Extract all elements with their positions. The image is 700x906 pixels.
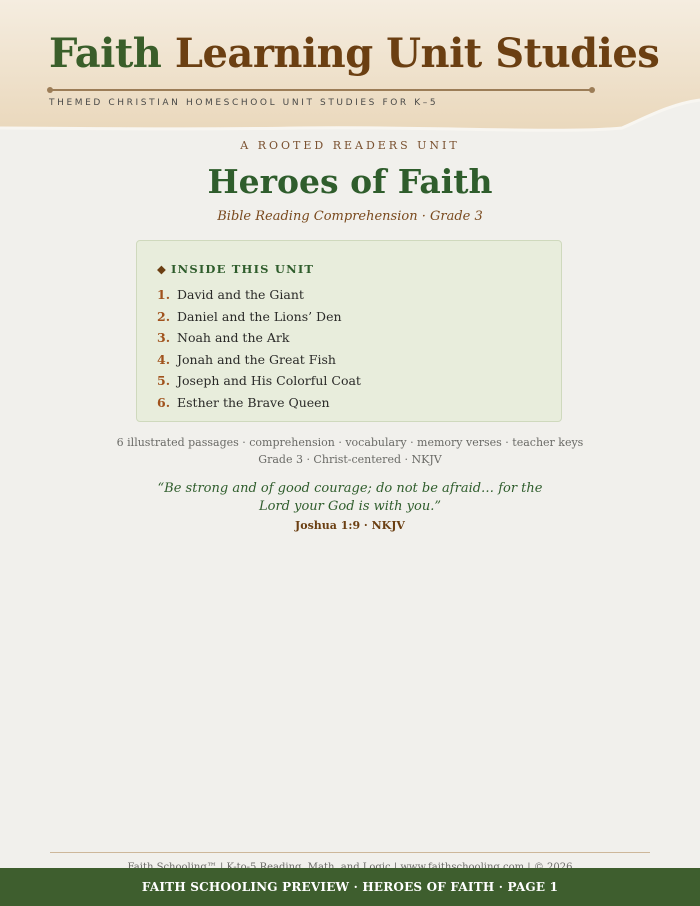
list-item — [157, 329, 361, 351]
list-item-label: Joseph and His Colorful Coat — [177, 373, 361, 388]
contents-list — [157, 286, 361, 415]
brand-rule — [49, 89, 593, 91]
list-item-label: Noah and the Ark — [177, 330, 290, 345]
list-item-number: 1. — [157, 287, 171, 302]
brand-title — [49, 28, 659, 80]
brand-word-faith: Faith — [49, 30, 162, 77]
list-item-label: Daniel and the Lions’ Den — [177, 308, 342, 324]
list-item-number: 5. — [157, 373, 171, 388]
brand-tagline: THEMED CHRISTIAN HOMESCHOOL UNIT STUDIES FOR K–5 — [49, 98, 439, 108]
list-item — [157, 286, 361, 308]
list-item — [157, 351, 361, 373]
unit-tags: Grade 3 · Christ-centered · NKJV — [258, 453, 442, 466]
list-item-label: David and the Giant — [177, 287, 304, 302]
list-item-number: 6. — [157, 394, 171, 410]
list-item-number: 3. — [157, 330, 171, 345]
contents-box — [136, 240, 562, 422]
unit-features: 6 illustrated passages · comprehension · vocabulary · memory verses · teacher keys — [116, 436, 584, 449]
memory-verse: “Be strong and of good courage; do not be afraid… for the Lord your God is with you.” — [157, 481, 543, 514]
list-item-label: Jonah and the Great Fish — [177, 351, 336, 367]
contents-heading — [157, 262, 314, 276]
list-item-number: 4. — [157, 351, 171, 367]
header-band — [0, 0, 700, 140]
unit-title: Heroes of Faith — [207, 162, 493, 201]
footer-divider — [50, 852, 650, 853]
brand-word-rest: Learning Unit Studies — [174, 30, 660, 77]
list-item — [157, 394, 361, 416]
list-item-label: Esther the Brave Queen — [177, 394, 330, 410]
list-item — [157, 372, 361, 394]
unit-subtitle: Bible Reading Comprehension · Grade 3 — [217, 209, 483, 224]
contents-heading-label: INSIDE THIS UNIT — [171, 262, 315, 276]
list-item — [157, 308, 361, 330]
list-item-number: 2. — [157, 308, 171, 324]
diamond-icon: ◆ — [157, 262, 168, 276]
verse-reference: Joshua 1:9 · NKJV — [295, 519, 405, 532]
preview-banner: FAITH SCHOOLING PREVIEW · HEROES OF FAITH · PAGE 1 — [0, 868, 700, 906]
unit-eyebrow: A ROOTED READERS UNIT — [240, 139, 460, 152]
